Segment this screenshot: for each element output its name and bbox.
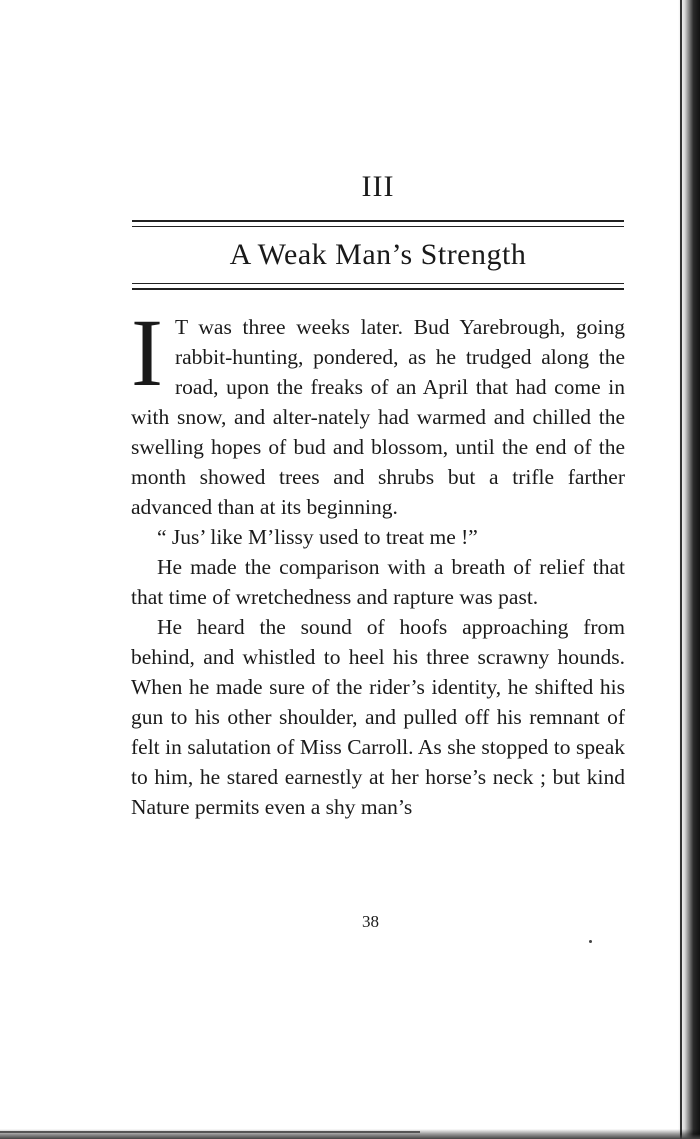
ink-speck: [589, 940, 592, 943]
top-rule-thick: [132, 220, 624, 222]
page-number: 38: [362, 912, 379, 931]
bottom-rule-thick: [132, 288, 624, 290]
chapter-title: A Weak Man’s Strength: [229, 238, 527, 271]
paragraph-3: He made the comparison with a breath of relief that that time of wretchedness and rapture was past.: [131, 555, 625, 609]
bottom-rule-thin: [132, 283, 624, 284]
binding-line: [680, 0, 682, 1139]
paragraph-1: [131, 299, 625, 522]
paragraph-4: He heard the sound of hoofs approaching from behind, and whistled to heel his three scrawny hounds. When he made sure of the rider’s identity, he shifted his gun to his other shoulder, and pulled off his remnant of felt in salutation of Miss Carroll. As she stopped to speak to him, he stared earnestly at her horse’s neck ; but kind Nature permits even a shy man’s: [131, 615, 625, 819]
bottom-edge-line: [0, 1131, 420, 1133]
body-text: [131, 299, 625, 822]
drop-cap: I: [131, 299, 163, 406]
paragraph-1-text: T was three weeks later. Bud Yarebrough, going rabbit-hunting, pondered, as he trudged along the road, upon the freaks of an April that had come in with snow, and alter-nately had warmed and chilled the swelling hopes of bud and blossom, until the end of the month showed trees and shrubs but a trifle farther advanced than at its beginning.: [131, 315, 625, 519]
chapter-number: III: [361, 170, 395, 203]
top-rule-thin: [132, 226, 624, 227]
paragraph-2: “ Jus’ like M’lissy used to treat me !”: [157, 525, 478, 549]
